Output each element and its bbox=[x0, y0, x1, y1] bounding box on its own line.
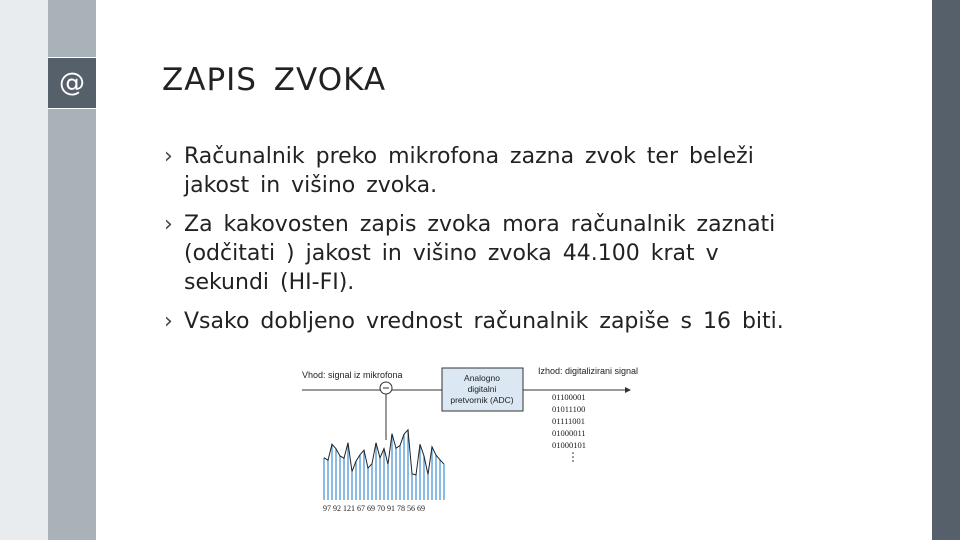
bullet-text: Računalnik preko mikrofona zazna zvok ter beleži jakost in višino zvoka. bbox=[184, 144, 754, 198]
output-label: Izhod: digitalizirani signal bbox=[538, 366, 639, 376]
bullet-marker: › bbox=[164, 144, 173, 169]
bullet-item bbox=[164, 210, 784, 297]
bullet-list bbox=[164, 142, 814, 346]
bullet-text: Za kakovosten zapis zvoka mora računalnik zaznati (odčitati ) jakost in višino zvoka 44.100 krat v sekundi (HI-FI). bbox=[184, 212, 776, 295]
adc-label-line: digitalni bbox=[467, 384, 497, 394]
binary-code: 01011100 bbox=[552, 404, 586, 414]
bullet-marker: › bbox=[164, 309, 173, 334]
logo-badge bbox=[48, 57, 96, 109]
adc-label-line: pretvornik (ADC) bbox=[450, 395, 514, 405]
bullet-item bbox=[164, 142, 814, 200]
ellipsis-dot bbox=[572, 460, 574, 462]
left-background-band bbox=[0, 0, 48, 540]
bullet-marker: › bbox=[164, 212, 173, 237]
adc-diagram bbox=[290, 358, 660, 518]
binary-code: 01111001 bbox=[552, 416, 586, 426]
bullet-text: Vsako dobljeno vrednost računalnik zapiše s 16 biti. bbox=[184, 309, 784, 334]
slide-title: ZAPIS ZVOKA bbox=[162, 62, 387, 98]
ellipsis-dot bbox=[572, 452, 574, 454]
adc-label-line: Analogno bbox=[464, 373, 500, 383]
binary-code: 01100001 bbox=[552, 392, 586, 402]
at-sign-icon: @ bbox=[59, 68, 85, 98]
bullet-item bbox=[164, 307, 814, 336]
binary-code: 01000101 bbox=[552, 440, 586, 450]
sample-values: 97 92 121 67 69 70 91 78 56 69 bbox=[323, 504, 425, 513]
ellipsis-dot bbox=[572, 456, 574, 458]
binary-code: 01000011 bbox=[552, 428, 586, 438]
right-accent-strip bbox=[932, 0, 960, 540]
input-label: Vhod: signal iz mikrofona bbox=[302, 370, 403, 380]
